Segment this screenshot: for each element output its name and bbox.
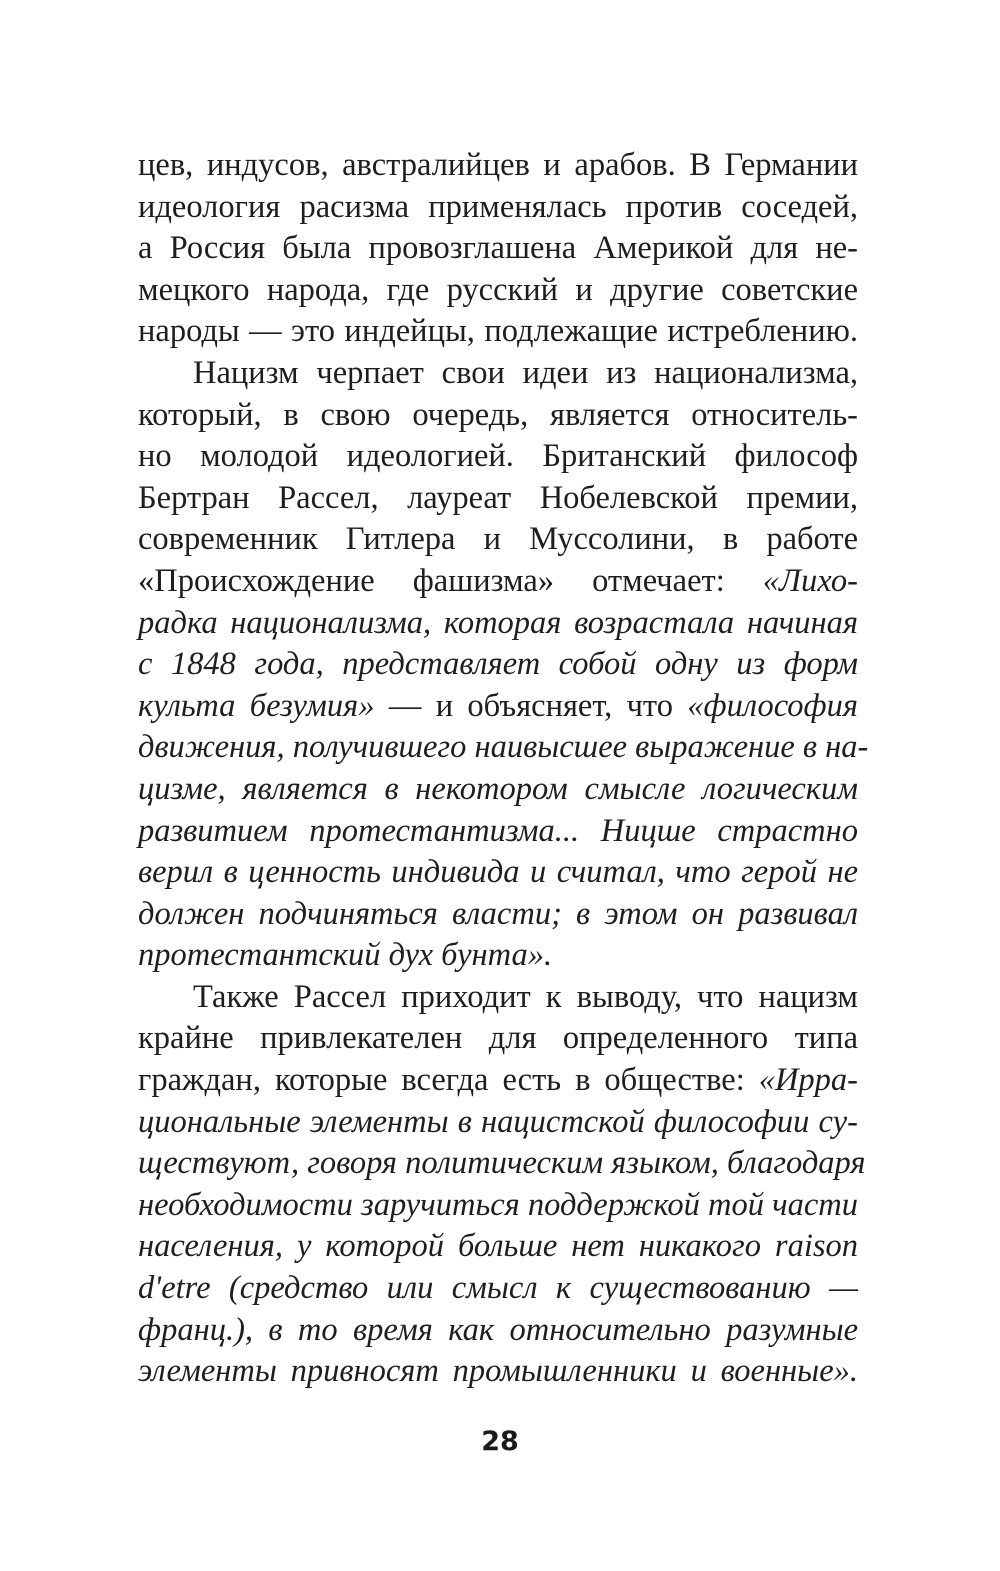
quote-segment: элементы привносят промышленники и военные».: [138, 1353, 858, 1390]
quote-segment: с 1848 года, представляет собой одну из форм: [138, 646, 858, 683]
page-number: 28: [481, 1426, 519, 1457]
text-line: [138, 395, 858, 437]
text-line: [138, 1226, 858, 1268]
text-line: [138, 811, 858, 853]
text-line: [138, 1060, 858, 1102]
quote-segment: движения, получившего наивысшее выражение в на-: [138, 729, 869, 766]
text-line: [138, 852, 858, 894]
text-line: [138, 1268, 858, 1310]
text-line: [138, 1310, 858, 1352]
text-line: [138, 686, 858, 728]
text-line: [138, 353, 858, 395]
body-text: [138, 145, 869, 1393]
quote-segment: франц.), в то время как относительно разумные: [138, 1311, 858, 1348]
text-segment: Также Рассел приходит к выводу, что нацизм: [193, 978, 858, 1015]
quote-segment: d'etre (средство или смысл к существованию —: [138, 1270, 858, 1307]
text-line: [138, 1143, 866, 1185]
text-line: [138, 603, 858, 645]
quote-segment: цизме, является в некотором смысле логическим: [138, 770, 858, 807]
text-line: [138, 894, 858, 936]
text-line: [138, 519, 858, 561]
quote-segment: циональные элементы в нацистской философии су-: [138, 1103, 858, 1140]
quote-segment: развитием протестантизма... Ницше страстно: [138, 812, 858, 849]
text-line: [138, 977, 858, 1019]
text-line: [138, 935, 858, 977]
text-line: [138, 228, 858, 270]
text-segment: Нацизм черпает свои идеи из национализма,: [193, 354, 858, 391]
text-segment: современник Гитлера и Муссолини, в работе: [138, 521, 858, 558]
text-line: [138, 1018, 858, 1060]
quote-segment: «философия: [687, 687, 858, 724]
text-line: [138, 436, 858, 478]
quote-segment: радка национализма, которая возрастала начиная: [138, 604, 858, 641]
quote-segment: «Ирра-: [758, 1062, 858, 1099]
text-segment: — и объясняет, что: [374, 687, 688, 724]
text-line: [138, 1351, 858, 1393]
text-segment: который, в свою очередь, является относитель-: [138, 396, 858, 433]
quote-segment: необходимости заручиться поддержкой той части: [138, 1186, 858, 1223]
text-segment: граждан, которые всегда есть в обществе:: [138, 1062, 759, 1099]
quote-segment: «Лихо-: [762, 562, 858, 599]
quote-segment: населения, у которой больше нет никакого raison: [138, 1228, 858, 1265]
text-segment: идеология расизма применялась против соседей,: [138, 188, 858, 225]
text-segment: мецкого народа, где русский и другие советские: [138, 271, 858, 308]
text-segment: а Россия была провозглашена Америкой для не-: [138, 230, 858, 267]
text-segment: но молодой идеологией. Британский философ: [138, 438, 858, 475]
quote-segment: культа безумия»: [138, 687, 375, 724]
quote-segment: верил в ценность индивида и считал, что герой не: [138, 854, 858, 891]
text-line: [138, 311, 858, 353]
text-line: [138, 727, 869, 769]
quote-segment: протестантский дух бунта».: [138, 937, 553, 974]
text-segment: «Происхождение фашизма» отмечает:: [138, 562, 763, 599]
text-segment: крайне привлекателен для определенного типа: [138, 1020, 858, 1057]
quote-segment: должен подчиняться власти; в этом он развивал: [138, 895, 858, 932]
text-line: [138, 1185, 858, 1227]
text-line: [138, 187, 858, 229]
text-line: [138, 561, 858, 603]
text-line: [138, 478, 858, 520]
text-line: [138, 769, 858, 811]
text-line: [138, 145, 858, 187]
text-segment: цев, индусов, австралийцев и арабов. В Германии: [138, 147, 858, 183]
text-line: [138, 1102, 858, 1144]
quote-segment: ществуют, говоря политическим языком, благодаря: [138, 1145, 866, 1182]
text-line: [138, 644, 858, 686]
text-segment: народы — это индейцы, подлежащие истреблению.: [138, 313, 858, 350]
text-segment: Бертран Рассел, лауреат Нобелевской премии,: [138, 479, 858, 516]
text-line: [138, 270, 858, 312]
